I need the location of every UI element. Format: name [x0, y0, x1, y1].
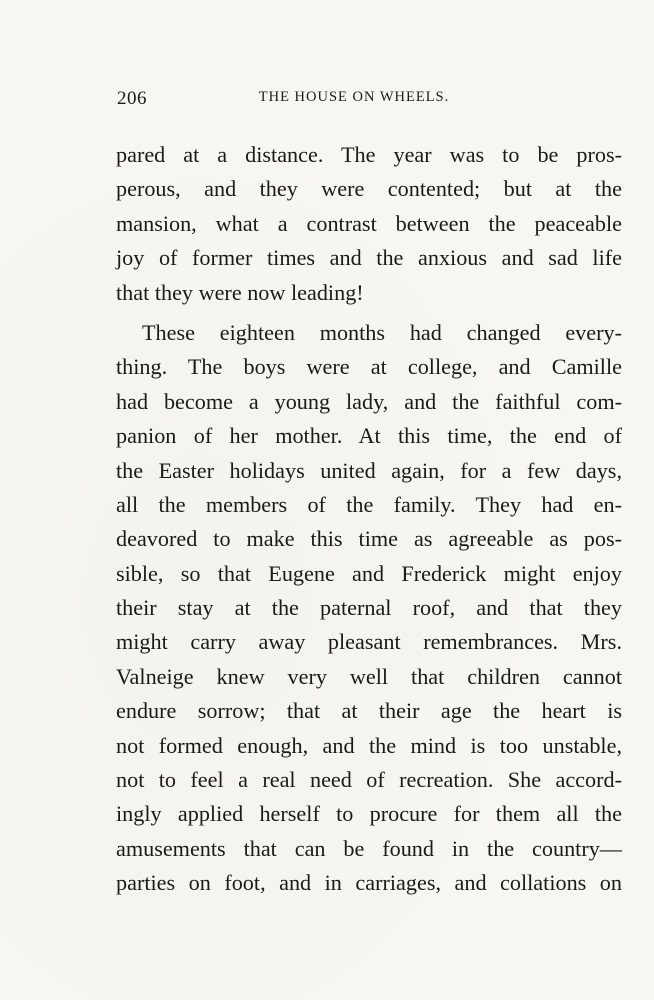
text-line: perous, and they were contented; but at the — [116, 176, 622, 202]
paragraph-2 — [116, 316, 622, 901]
text-line: pared at a distance. The year was to be pros- — [116, 142, 622, 167]
body-text — [116, 138, 622, 901]
text-line: might carry away pleasant remembrances. Mrs. — [116, 629, 622, 655]
text-line: not formed enough, and the mind is too unstable, — [116, 732, 622, 758]
text-line: These eighteen months had changed every- — [142, 319, 622, 345]
text-line: had become a young lady, and the faithful com- — [116, 388, 622, 414]
paragraph-1 — [116, 138, 622, 310]
text-line: sible, so that Eugene and Frederick might enjoy — [116, 560, 622, 586]
text-line: ingly applied herself to procure for them all the — [116, 801, 622, 827]
text-line: parties on foot, and in carriages, and collations on — [116, 870, 622, 896]
text-line: joy of former times and the anxious and sad life — [116, 245, 622, 271]
text-line: not to feel a real need of recreation. She accord- — [116, 767, 622, 793]
text-line: that they were now leading! — [116, 279, 364, 305]
text-line: all the members of the family. They had en- — [116, 491, 622, 517]
text-line: Valneige knew very well that children cannot — [116, 663, 622, 689]
page-header — [117, 88, 549, 114]
text-line: thing. The boys were at college, and Camille — [116, 354, 622, 380]
text-line: their stay at the paternal roof, and that they — [116, 595, 622, 621]
running-title: THE HOUSE ON WHEELS. — [258, 89, 450, 105]
text-line: amusements that can be found in the country— — [116, 835, 622, 861]
text-line: mansion, what a contrast between the peaceable — [116, 210, 622, 236]
text-line: deavored to make this time as agreeable as pos- — [116, 526, 622, 552]
text-line: endure sorrow; that at their age the heart is — [116, 698, 622, 724]
page-number: 206 — [117, 88, 147, 109]
text-line: panion of her mother. At this time, the end of — [116, 423, 622, 449]
text-line: the Easter holidays united again, for a few days, — [116, 457, 622, 483]
